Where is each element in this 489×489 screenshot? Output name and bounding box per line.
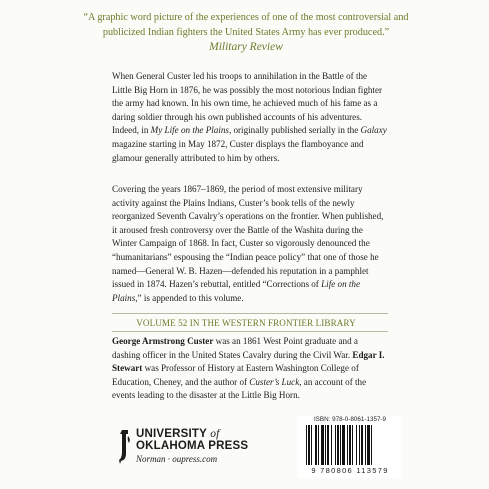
publisher-line-3: Norman · oupress.com	[136, 454, 218, 464]
author-bio-2-end: , an account of the events leading to the disaster at the Little Big Horn.	[112, 376, 367, 401]
description-paragraph-1	[112, 70, 388, 165]
publisher-logo	[118, 428, 268, 468]
p1-magazine-title: Galaxy	[360, 125, 387, 136]
author-book-title: Custer’s Luck	[249, 376, 300, 387]
barcode-area	[298, 416, 402, 478]
review-quote: “A graphic word picture of the experiences of one of the most controversial and publicized Indian fighters the United States Army has ever produced.”	[83, 12, 409, 38]
author-name-1: George Armstrong Custer	[112, 336, 214, 346]
p1-text-c: magazine starting in May 1872, Custer displays the flamboyance and glamour generally attributed to him by others.	[112, 138, 364, 163]
p1-text-a: When General Custer led his troops to annihilation in the Battle of the Little Big Horn in 1876, he was possibly the most notorious Indian fighter the army had known. In his own time, he achieved much of his fame as a daring soldier through his own published accounts of his adventures. Indeed, in	[112, 71, 383, 136]
series-label: VOLUME 52 IN THE WESTERN FRONTIER LIBRARY	[136, 318, 356, 328]
barcode-digits: 9 780806 113579	[311, 466, 389, 475]
publisher-line-2: OKLAHOMA PRESS	[136, 440, 249, 452]
divider-top	[112, 313, 388, 314]
divider-bottom	[112, 331, 388, 332]
description-paragraph-2	[112, 183, 388, 305]
p2-text-b: ,” is appended to this volume.	[135, 292, 244, 303]
author-bio-2: was Professor of History at Eastern Washington College of Education, Cheney, and the author of	[112, 363, 359, 387]
publisher-university: UNIVERSITY	[136, 428, 207, 440]
review-source: Military Review	[209, 41, 283, 53]
p1-book-title: My Life on the Plains	[150, 125, 229, 136]
p1-text-b: , originally published serially in the	[228, 125, 361, 136]
press-logo-icon	[118, 430, 132, 464]
author-name-2: Edgar I. Stewart	[112, 349, 385, 374]
barcode-icon	[304, 425, 396, 465]
author-bio-1: was an 1861 West Point graduate and a dashing officer in the United States Cavalry during the Civil War.	[112, 336, 358, 360]
author-bios	[112, 335, 388, 403]
p2-text-a: Covering the years 1867–1869, the period of most extensive military activity against the Plains Indians, Custer’s book tells of the newly reorganized Seventh Cavalry’s operations on the frontier. When published, it aroused fresh controversy over the Battle of the Washita during the Winter Campaign of 1868. In fact, Custer so vigorously denounced the “humanitarians” espousing the “Indian peace policy” that one of those he named—General W. B. Hazen—defended his reputation in a pamphlet issued in 1874. Hazen’s rebuttal, entitled “Corrections of	[112, 184, 384, 290]
publisher-of: of	[210, 428, 220, 440]
publisher-line-1	[136, 428, 220, 440]
p2-book-title: Life on the Plains	[112, 279, 361, 303]
isbn-label: ISBN: 978-0-8061-1357-9	[313, 416, 387, 423]
